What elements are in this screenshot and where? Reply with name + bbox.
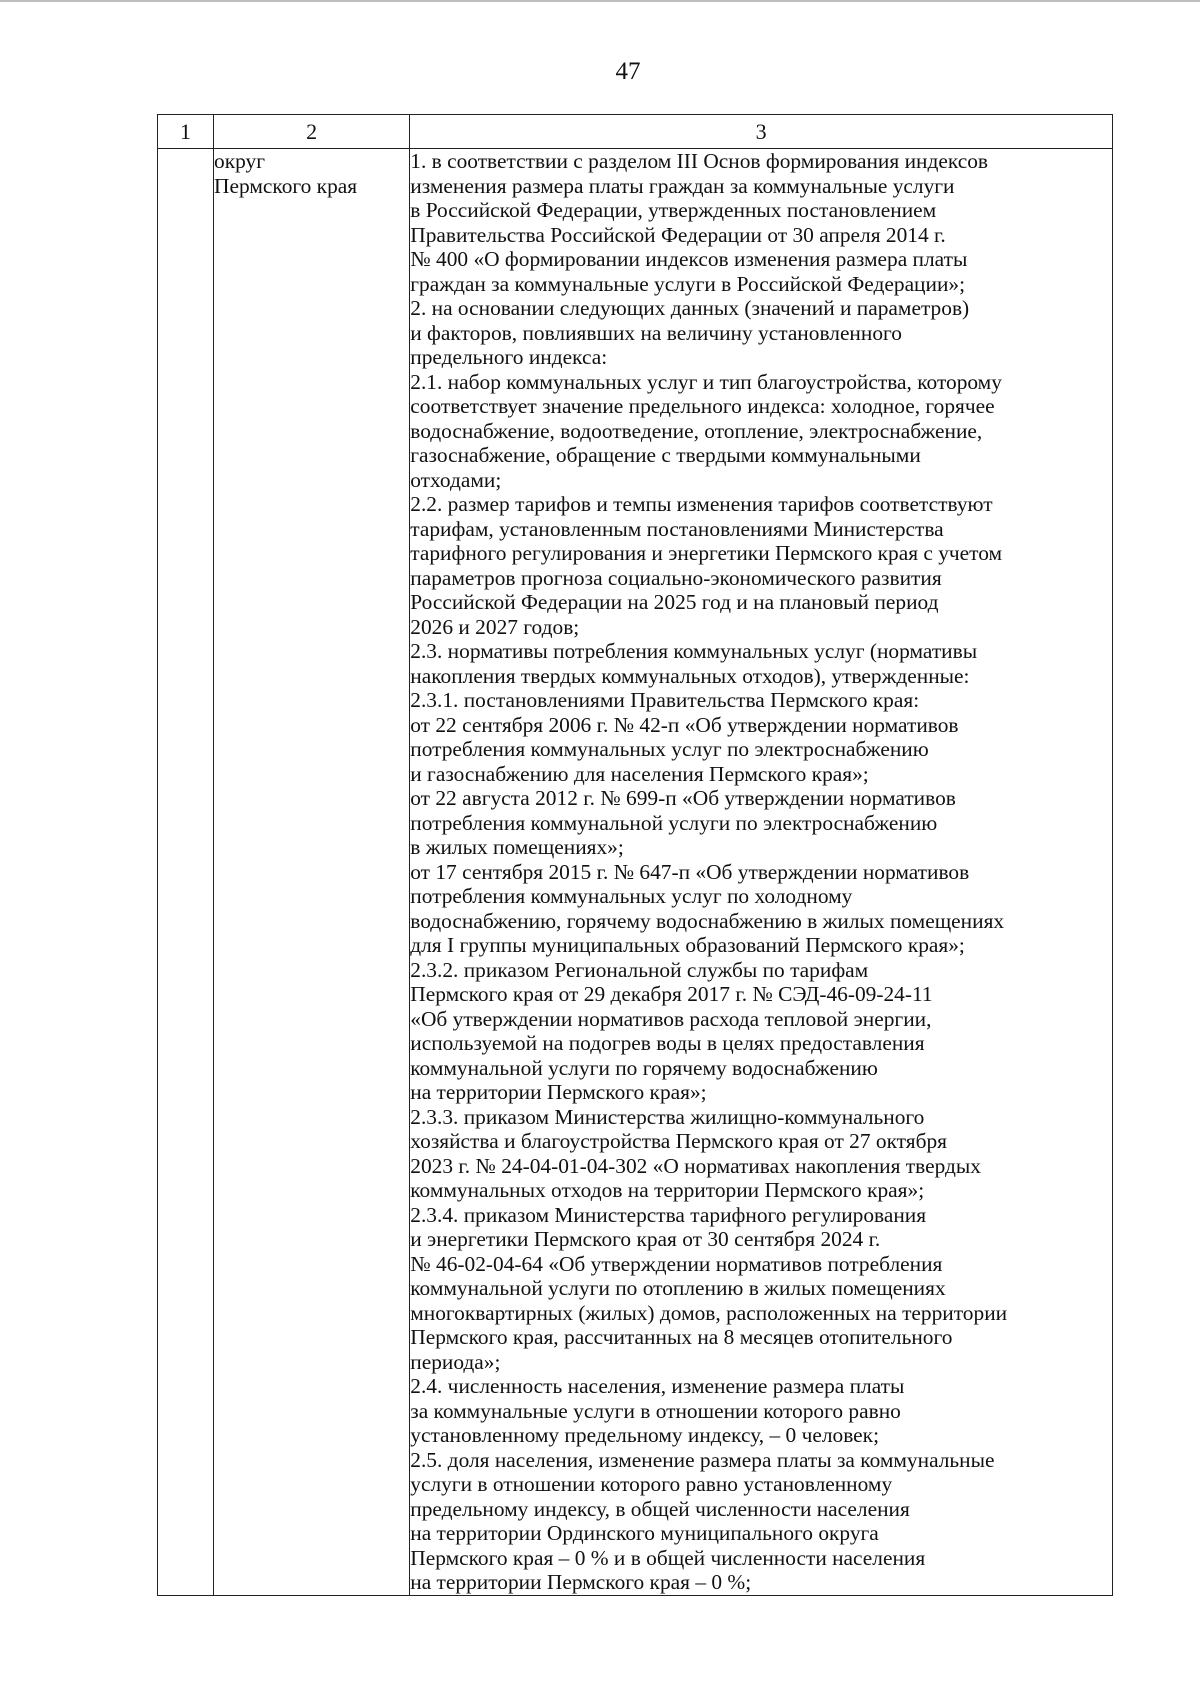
page-number: 47 [615, 58, 641, 85]
description-line: 2.3. нормативы потребления коммунальных услуг (нормативы [410, 639, 978, 663]
description-line: изменения размера платы граждан за коммунальные услуги [410, 173, 955, 198]
description-line: 2.3.1. постановлениями Правительства Пермского края: [410, 688, 920, 712]
description-line: используемой на подогрев воды в целях предоставления [410, 1031, 925, 1055]
description-line: коммунальной услуги по горячему водоснабжению [410, 1055, 878, 1080]
description-line: водоснабжение, водоотведение, отопление, электроснабжение, [410, 418, 983, 443]
description-line: потребления коммунальных услуг по электроснабжению [410, 737, 929, 761]
description-line: 2.5. доля населения, изменение размера платы за коммунальные [410, 1447, 995, 1472]
description-line: № 46-02-04-64 «Об утверждении нормативов потребления [410, 1251, 943, 1276]
description-line: и газоснабжению для населения Пермского края»; [410, 761, 869, 786]
table-header-row [158, 115, 1113, 149]
description-line: в жилых помещениях»; [410, 835, 624, 859]
description-line: периода»; [410, 1349, 501, 1374]
description-line: и энергетики Пермского края от 30 сентября 2024 г. [410, 1227, 881, 1251]
description-line: газоснабжение, обращение с твердыми коммунальными [410, 443, 921, 467]
description-line: граждан за коммунальные услуги в Российской Федерации»; [410, 271, 966, 296]
description-line: в Российской Федерации, утвержденных постановлением [410, 198, 937, 222]
description-line: предельного индекса: [410, 345, 608, 369]
description-line: «Об утверждении нормативов расхода тепловой энергии, [410, 1006, 932, 1031]
description-line: Пермского края, рассчитанных на 8 месяцев отопительного [410, 1325, 953, 1349]
description-line: 2.3.2. приказом Региональной службы по тарифам [410, 957, 869, 982]
description-line: 1. в соответствии с разделом III Основ формирования индексов [410, 149, 988, 173]
description-line: предельному индексу, в общей численности населения [410, 1496, 910, 1521]
description-line: тарифного регулирования и энергетики Пермского края с учетом [410, 541, 1003, 565]
description-line: от 22 сентября 2006 г. № 42-п «Об утверждении нормативов [410, 712, 959, 737]
description-line: № 400 «О формировании индексов изменения размера платы [410, 247, 968, 271]
description-line: многоквартирных (жилых) домов, расположенных на территории [410, 1300, 1008, 1325]
description-line: коммунальной услуги по отоплению в жилых помещениях [410, 1276, 946, 1300]
description-line: 2.2. размер тарифов и темпы изменения тарифов соответствуют [410, 492, 993, 516]
description-line: на территории Ординского муниципального округа [410, 1521, 879, 1545]
region-name-line: Пермского края [214, 173, 358, 198]
description-line: хозяйства и благоустройства Пермского края от 27 октября [410, 1129, 948, 1153]
description-line: услуги в отношении которого равно установленному [410, 1472, 893, 1496]
description-line: тарифам, установленным постановлениями Министерства [410, 516, 944, 541]
description-line: и факторов, повлиявших на величину установленного [410, 320, 902, 345]
header-col-2: 2 [214, 115, 410, 149]
description-line: 2.3.4. приказом Министерства тарифного регулирования [410, 1202, 927, 1227]
description-line: на территории Пермского края – 0 %; [410, 1570, 752, 1594]
description-line: отходами; [410, 467, 502, 492]
description-line: соответствует значение предельного индекса: холодное, горячее [410, 394, 995, 418]
region-name-line: округ [214, 149, 266, 173]
description-line: 2. на основании следующих данных (значений и параметров) [410, 296, 970, 320]
description-line: коммунальных отходов на территории Пермского края»; [410, 1178, 925, 1202]
description-line: от 17 сентября 2015 г. № 647-п «Об утверждении нормативов [410, 859, 970, 884]
description-line: параметров прогноза социально-экономического развития [410, 565, 942, 590]
description-line: за коммунальные услуги в отношении которого равно [410, 1398, 901, 1423]
header-col-1: 1 [158, 115, 214, 149]
document-table [157, 114, 1113, 1596]
cell-region-name [214, 149, 410, 1596]
description-line: Пермского края от 29 декабря 2017 г. № СЭД-46-09-24-11 [410, 982, 933, 1006]
description-line: 2.4. численность населения, изменение размера платы [410, 1374, 905, 1398]
cell-description [410, 149, 1113, 1596]
description-line: Правительства Российской Федерации от 30 апреля 2014 г. [410, 222, 946, 247]
description-line: для I группы муниципальных образований Пермского края»; [410, 933, 965, 957]
description-line: потребления коммунальной услуги по электроснабжению [410, 810, 938, 835]
header-col-3: 3 [410, 115, 1113, 149]
scan-edge-line [0, 0, 1200, 2]
description-line: 2.1. набор коммунальных услуг и тип благоустройства, которому [410, 369, 1002, 394]
description-line: водоснабжению, горячему водоснабжению в жилых помещениях [410, 908, 1005, 933]
description-line: на территории Пермского края»; [410, 1080, 707, 1104]
description-line: от 22 августа 2012 г. № 699-п «Об утверждении нормативов [410, 786, 956, 810]
description-line: потребления коммунальных услуг по холодному [410, 884, 853, 908]
description-line: установленному предельному индексу, – 0 человек; [410, 1423, 880, 1447]
table-row [158, 149, 1113, 1596]
description-line: Пермского края – 0 % и в общей численности населения [410, 1545, 926, 1570]
description-line: накопления твердых коммунальных отходов), утвержденные: [410, 663, 970, 688]
region-name-lines [214, 149, 409, 198]
description-lines [410, 149, 1112, 1595]
cell-col-1 [158, 149, 214, 1596]
description-line: 2026 и 2027 годов; [410, 614, 580, 639]
description-line: Российской Федерации на 2025 год и на плановый период [410, 590, 939, 614]
description-line: 2023 г. № 24-04-01-04-302 «О нормативах накопления твердых [410, 1153, 981, 1178]
description-line: 2.3.3. приказом Министерства жилищно-коммунального [410, 1104, 925, 1129]
